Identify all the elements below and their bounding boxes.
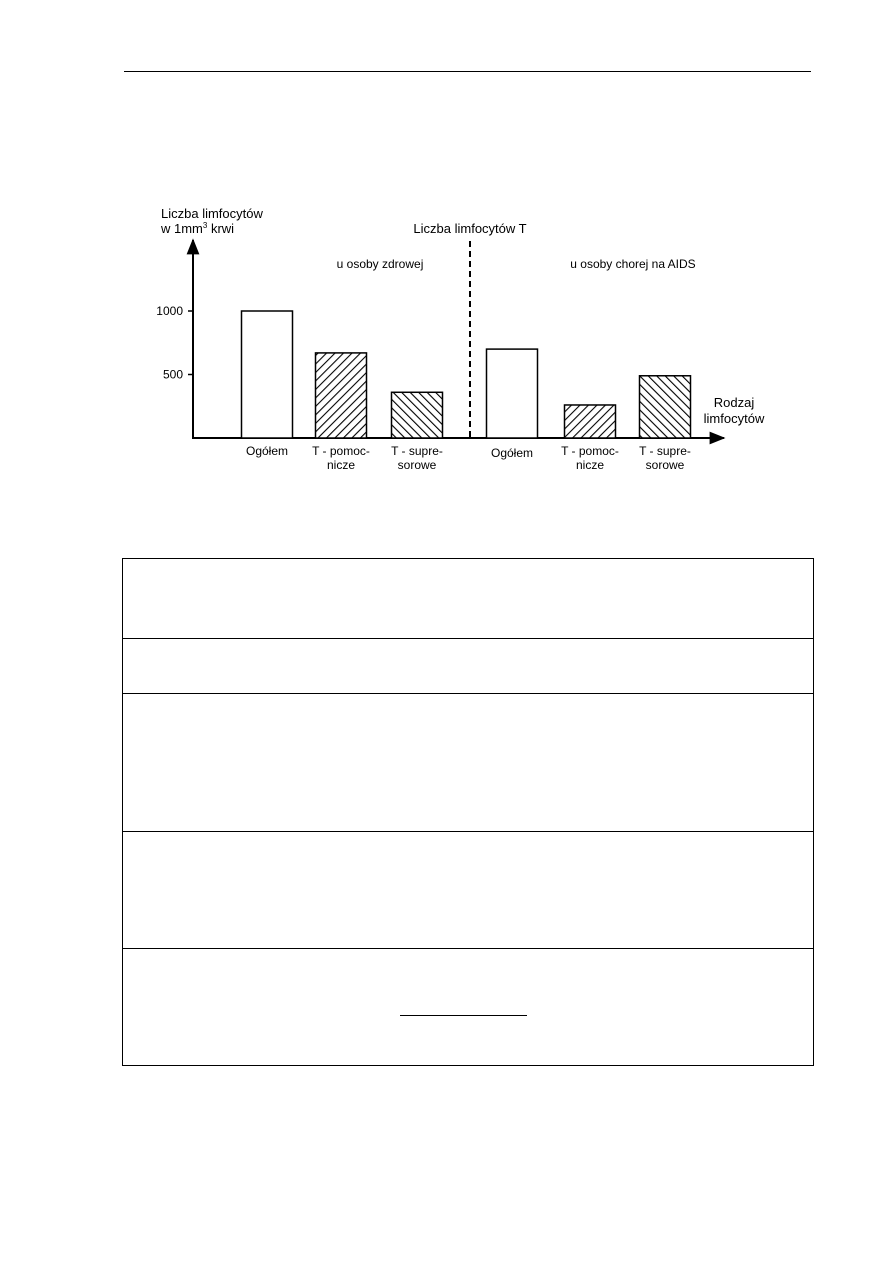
answer-row <box>123 694 814 832</box>
bar <box>640 376 691 438</box>
answer-cell[interactable] <box>123 949 814 1066</box>
y-tick-label: 1000 <box>156 304 183 318</box>
x-tick-label: nicze <box>575 458 605 472</box>
x-axis-title-line2: limfocytów <box>703 411 765 426</box>
x-tick-label: T - supre- <box>391 444 443 458</box>
x-tick-label: sorowe <box>397 458 437 472</box>
answer-blank-line <box>400 1015 527 1016</box>
bar <box>565 405 616 438</box>
bar <box>316 353 367 438</box>
y-axis-title-line2: w $1mm^3$ krwi <box>161 221 235 236</box>
group-label: u osoby chorej na AIDS <box>570 257 696 271</box>
answer-cell[interactable] <box>123 694 814 832</box>
answer-row <box>123 832 814 949</box>
group-label: u osoby zdrowej <box>336 257 424 271</box>
answer-cell[interactable] <box>123 832 814 949</box>
answer-table <box>122 558 814 1066</box>
bar <box>487 349 538 438</box>
chart-title: Liczba limfocytów T <box>413 221 527 236</box>
bar <box>392 392 443 438</box>
x-tick-label: T - pomoc- <box>312 444 370 458</box>
x-tick-label: T - pomoc- <box>561 444 619 458</box>
lymphocyte-bar-chart <box>0 0 893 520</box>
x-tick-label: Ogółem <box>490 446 534 460</box>
answer-row <box>123 639 814 694</box>
x-tick-label: sorowe <box>645 458 685 472</box>
answer-cell[interactable] <box>123 559 814 639</box>
bar <box>242 311 293 438</box>
y-axis-title: Liczba limfocytów <box>161 206 263 221</box>
x-tick-label: T - supre- <box>639 444 691 458</box>
x-tick-label: Ogółem <box>245 444 289 458</box>
y-tick-label: 500 <box>162 367 183 382</box>
x-tick-label: nicze <box>326 458 356 472</box>
answer-row <box>123 949 814 1066</box>
x-axis-title: Rodzaj <box>713 395 755 410</box>
answer-cell[interactable] <box>123 639 814 694</box>
answer-row <box>123 559 814 639</box>
